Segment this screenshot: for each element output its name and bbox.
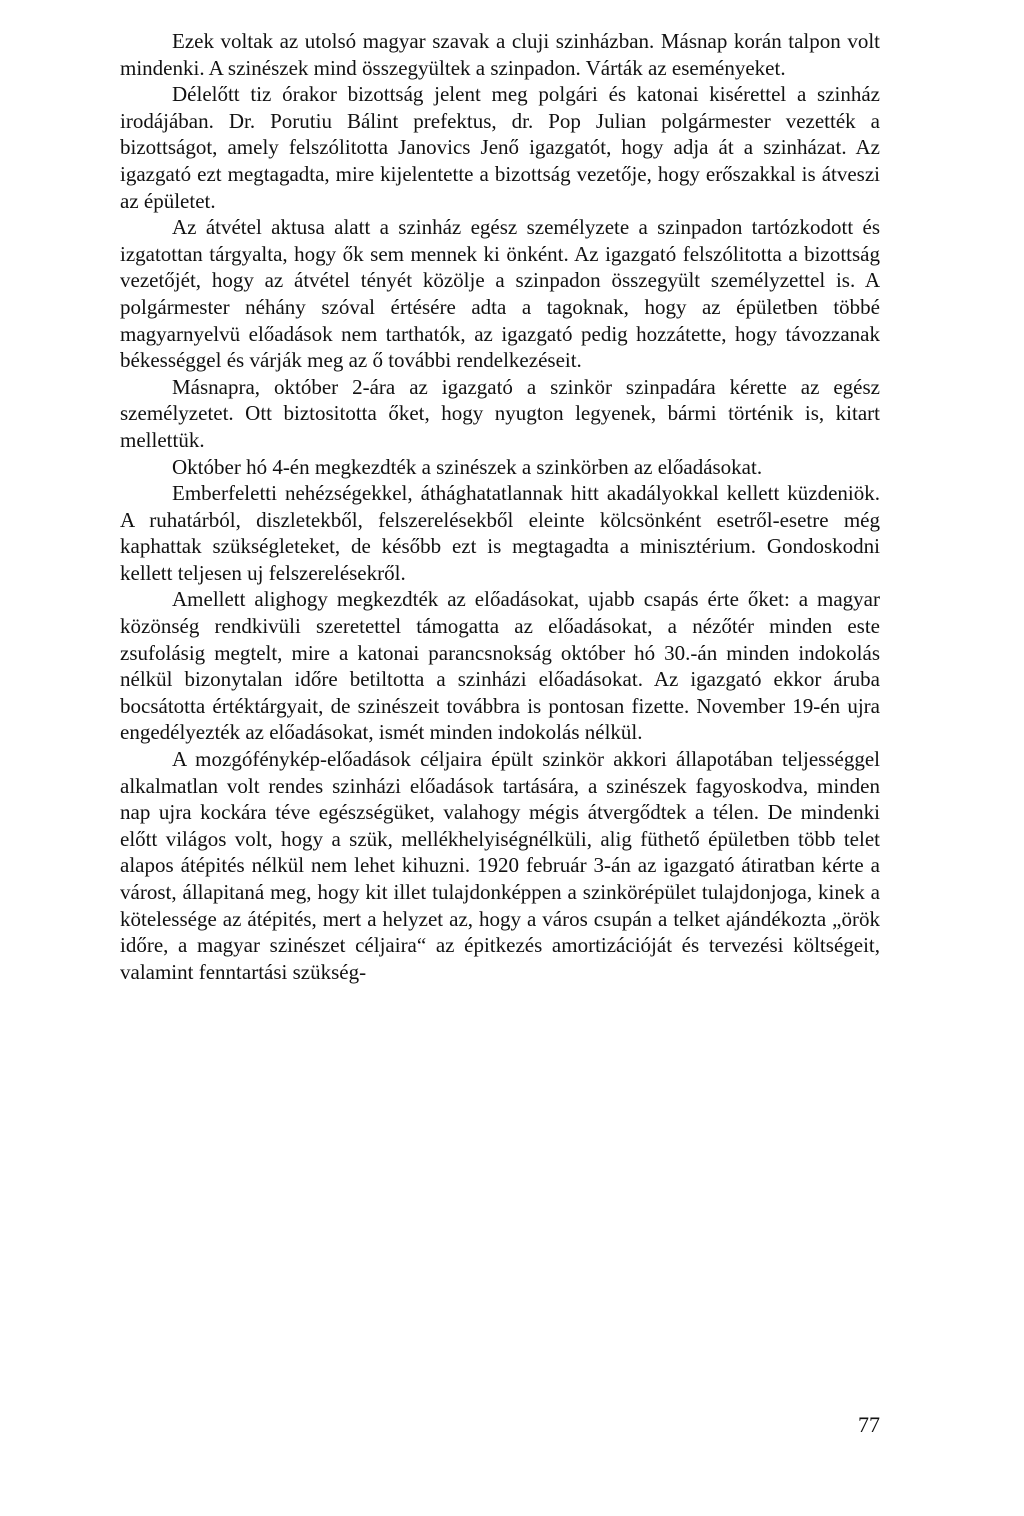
paragraph: Október hó 4-én megkezdték a szinészek a szinkörben az előadásokat. [172, 454, 763, 479]
page-number: 77 [858, 1412, 880, 1437]
paragraph: Másnapra, október 2-ára az igazgató a szinkör szinpadára kérette az egész személyzetet. Ott biztositotta őket, hogy nyugton legyenek, bármi történik is, kitart mellettük. [120, 374, 880, 452]
paragraph: Emberfeletti nehézségekkel, áthághatatlannak hitt akadályokkal kellett küzdeniök. A ruhatárból, diszletekből, felszerelésekből eleinte kölcsönként esetről-esetre még kaphattak szükségleteket, de később ezt is megtagadta a minisztérium. Gondoskodni kellett teljesen uj felszerelésekről. [120, 481, 880, 585]
paragraph: Az átvétel aktusa alatt a szinház egész személyzete a szinpadon tartózkodott és izgatottan tárgyalta, hogy ők sem mennek ki önként. Az igazgató felszólitotta a bizottság vezetőjét, hogy az átvétel tényét közölje a szinpadon összegyült személyzettel is. A polgármester néhány szóval értésére adta a tagoknak, hogy az épületben többé magyarnyelvü előadások nem tarthatók, az igazgató pedig hozzátette, hogy távozzanak békességgel és várják meg az ő további rendelkezéseit. [120, 215, 880, 373]
paragraph: A mozgófénykép-előadások céljaira épült szinkör akkori állapotában teljességgel alkalmatlan volt rendes szinházi előadások tartására, a szinészek fagyoskodva, minden nap ujra kockára téve egészségüket, valahogy mégis átvergődtek a télen. De mindenki előtt világos volt, hogy a szük, mellékhelyiségnélküli, alig füthető épületben több telet alapos átépités nélkül nem lehet kihuzni. 1920 február 3-án az igazgató átiratban kérte a várost, állapitaná meg, hogy kit illet tulajdonképpen a szinkörépület tulajdonjoga, kinek a kötelessége az átépités, mert a helyzet az, hogy a város csupán a telket ajándékozta „örök időre, a magyar szinészet céljaira“ az épitkezés amortizációját és tervezési költségeit, valamint fenntartási szükség- [120, 747, 880, 984]
paragraph: Ezek voltak az utolsó magyar szavak a cluji szinházban. Másnap korán talpon volt mindenki. A szinészek mind összegyültek a szinpadon. Várták az eseményeket. [120, 29, 880, 80]
book-page-text [120, 28, 880, 985]
paragraph: Délelőtt tiz órakor bizottság jelent meg polgári és katonai kisérettel a szinház irodájában. Dr. Porutiu Bálint prefektus, dr. Pop Julian polgármester vezették a bizottságot, amely felszólitotta Janovics Jenő igazgatót, hogy adja át a szinházat. Az igazgató ezt megtagadta, mire kijelentette a bizottság vezetője, hogy erőszakkal is átveszi az épületet. [120, 82, 880, 213]
paragraph: Amellett alighogy megkezdték az előadásokat, ujabb csapás érte őket: a magyar közönség rendkivüli szeretettel támogatta az előadásokat, a nézőtér minden este zsufolásig megtelt, mire a katonai parancsnokság október hó 30.-án minden indokolás nélkül bizonytalan időre betiltotta a szinházi előadásokat. Az igazgató ekkor áruba bocsátotta értéktárgyait, de szinészeit továbbra is pontosan fizette. November 19-én ujra engedélyezték az előadásokat, ismét minden indokolás nélkül. [120, 587, 880, 745]
